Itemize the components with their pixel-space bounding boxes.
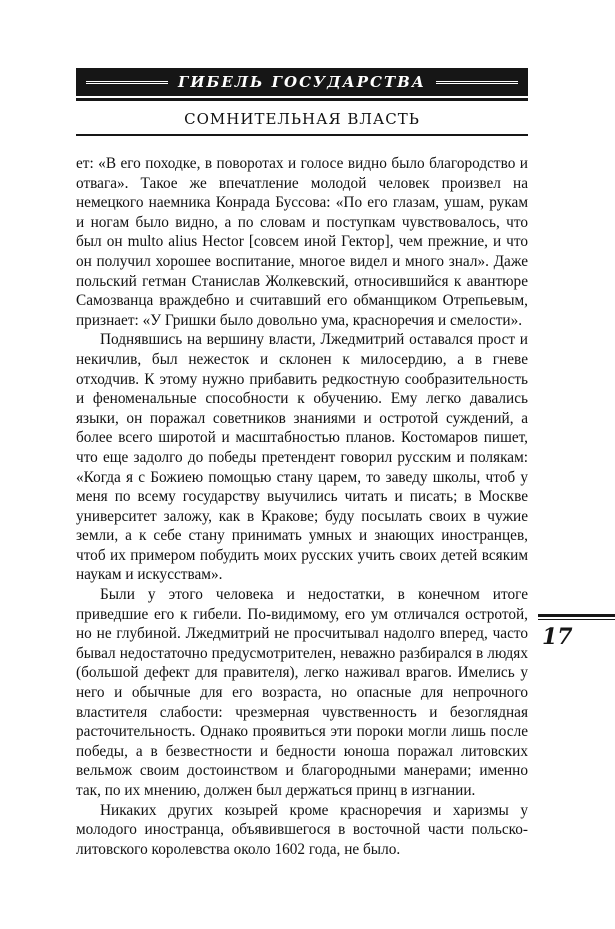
header-bottom-rule: [76, 134, 528, 136]
page-tab-rule: [538, 614, 615, 617]
banner-rule-right: [436, 81, 518, 84]
running-title: ГИБЕЛЬ ГОСУДАРСТВА: [178, 73, 427, 91]
paragraph-4: Никаких других козырей кроме красноречия и харизмы у молодого иностранца, объявившегося в восточной части польско-литовского королевства около 1602 года, не было.: [76, 801, 528, 858]
page-header: [76, 68, 528, 136]
paragraph-3: Были у этого человека и недостатки, в конечном итоге приведшие его к гибели. По-видимому, его ум отличался остротой, но не глубиной. Лжедмитрий не просчитывал надолго вперед, часто бывал недостаточно предусмотрителен, неважно разбирался в людях (большой дефект для правителя), легко наживал врагов. Имелись у него и обычные для его возраста, но опасные для непрочного властителя слабости: чрезмерная чувственность и безоглядная расточительность. Однако проявиться эти пороки могли лишь после победы, а в безвестности и бедности юноша поражал литовских вельмож своим достоинством и благородными манерами; именно так, по их мнению, должен был держаться принц в изгнании.: [76, 586, 528, 799]
banner-rule-left: [86, 81, 168, 84]
chapter-title: СОМНИТЕЛЬНАЯ ВЛАСТЬ: [184, 110, 420, 128]
page-number-tab: [538, 614, 615, 652]
paragraph-2: Поднявшись на вершину власти, Лжедмитрий оставался прост и некичлив, был нежесток и склонен к милосердию, а в гневе отходчив. К этому нужно прибавить редкостную сообразительность и феноменальные способности к обучению. Ему легко давались языки, он поражал советников знаниями и остротой суждений, а более всего широтой и масштабностью планов. Костомаров пишет, что еще задолго до победы претендент говорил русским и полякам: «Когда я с Божиею помощью стану царем, то заведу школы, чтоб у меня по всему государству выучились читать и писать; в Москве университет заложу, как в Кракове; буду посылать своих в чужие земли, а к себе стану принимать умных и знающих иностранцев, чтоб их примером побудить моих русских учить своих детей всяким наукам и искусствам».: [76, 331, 528, 584]
paragraph-1: ет: «В его походке, в поворотах и голосе видно было благородство и отвага». Такое же впечатление молодой человек произвел на немецкого наемника Конрада Буссова: «По его глазам, ушам, рукам и ногам было видно, а по словам и поступкам чувствовалось, что был он multo alius Hector [совсем иной Гектор], чем прежние, и что он получил хорошее воспитание, многое видел и много знал». Даже польский гетман Станислав Жолкевский, относившийся к авантюре Самозванца враждебно и считавший его обманщиком Отрепьевым, признает: «У Гришки было довольно ума, красноречия и смелости».: [76, 155, 528, 329]
body-text: [76, 154, 528, 859]
page-number: 17: [542, 624, 573, 650]
running-title-banner: [76, 68, 528, 96]
page-tab-thin-rule: [538, 619, 615, 620]
